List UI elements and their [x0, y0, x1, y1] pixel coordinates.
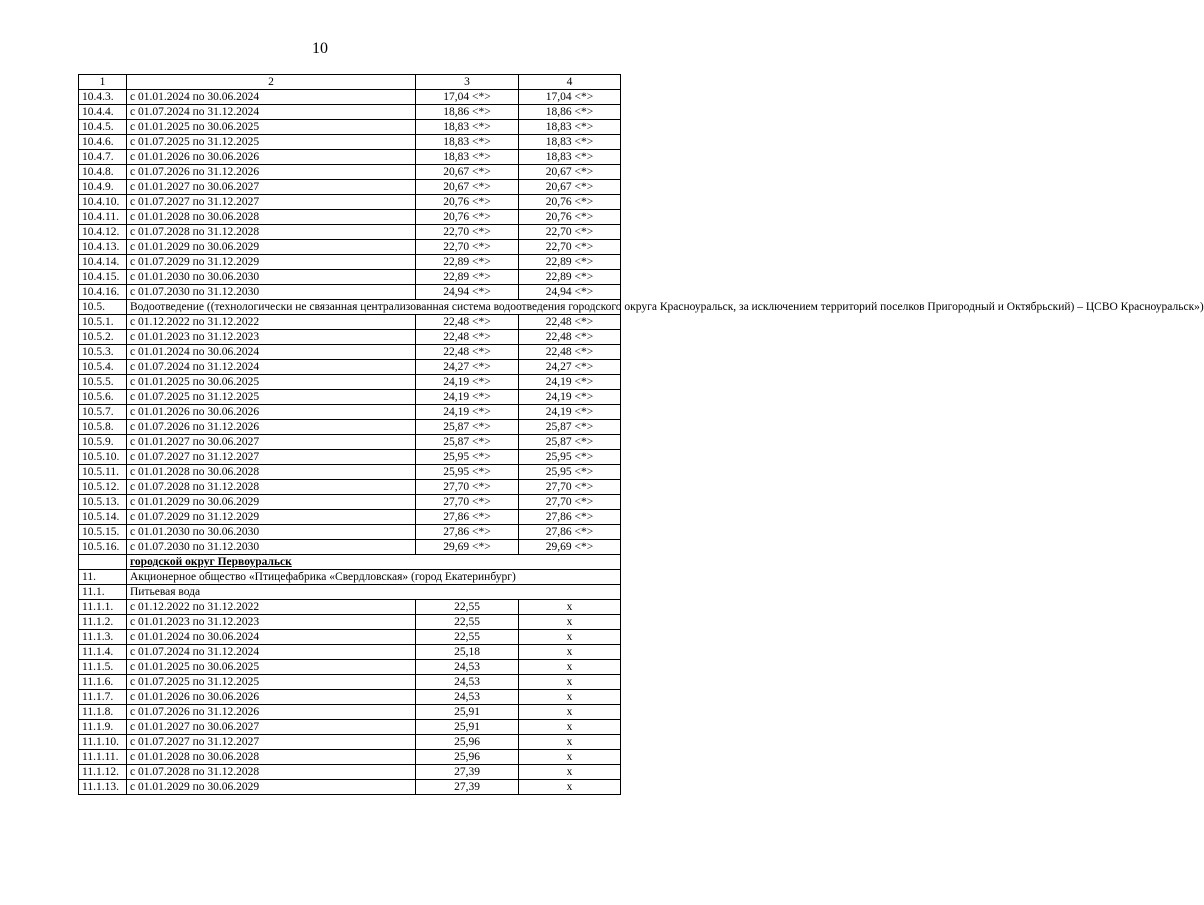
row-period: с 01.01.2029 по 30.06.2029 — [127, 495, 416, 510]
header-col-2: 2 — [127, 75, 416, 90]
row-period: с 01.07.2024 по 31.12.2024 — [127, 105, 416, 120]
row-number: 10.4.13. — [79, 240, 127, 255]
header-col-1: 1 — [79, 75, 127, 90]
row-tariff-col4: 20,76 <*> — [519, 210, 621, 225]
row-tariff-col3: 24,53 — [416, 675, 519, 690]
row-tariff-col3: 20,67 <*> — [416, 180, 519, 195]
row-tariff-col3: 25,96 — [416, 750, 519, 765]
row-number: 10.5.15. — [79, 525, 127, 540]
row-period: с 01.07.2027 по 31.12.2027 — [127, 195, 416, 210]
row-tariff-col3: 22,70 <*> — [416, 240, 519, 255]
row-number: 11.1.4. — [79, 645, 127, 660]
row-tariff-col4: 24,19 <*> — [519, 405, 621, 420]
row-number: 11.1.13. — [79, 780, 127, 795]
table-row — [79, 90, 621, 105]
table-row — [79, 405, 621, 420]
row-number: 10.5.1. — [79, 315, 127, 330]
table-row — [79, 315, 621, 330]
row-tariff-col3: 25,95 <*> — [416, 450, 519, 465]
row-tariff-col4: x — [519, 690, 621, 705]
row-period: с 01.01.2023 по 31.12.2023 — [127, 330, 416, 345]
row-number: 10.5.11. — [79, 465, 127, 480]
row-tariff-col3: 22,48 <*> — [416, 315, 519, 330]
row-period: с 01.01.2025 по 30.06.2025 — [127, 375, 416, 390]
table-row — [79, 345, 621, 360]
table-row — [79, 240, 621, 255]
row-number: 11.1.6. — [79, 675, 127, 690]
row-number: 10.4.3. — [79, 90, 127, 105]
row-number: 10.4.12. — [79, 225, 127, 240]
row-tariff-col3: 24,19 <*> — [416, 390, 519, 405]
header-col-3: 3 — [416, 75, 519, 90]
row-period: с 01.07.2025 по 31.12.2025 — [127, 390, 416, 405]
row-period: с 01.01.2028 по 30.06.2028 — [127, 210, 416, 225]
table-row — [79, 540, 621, 555]
table-row — [79, 690, 621, 705]
municipality-heading-row — [79, 555, 621, 570]
row-number: 10.5.7. — [79, 405, 127, 420]
row-tariff-col3: 24,53 — [416, 660, 519, 675]
row-number: 11.1.3. — [79, 630, 127, 645]
section-row — [79, 570, 621, 585]
table-row — [79, 780, 621, 795]
table-row — [79, 165, 621, 180]
row-tariff-col3: 25,87 <*> — [416, 420, 519, 435]
row-tariff-col3: 18,83 <*> — [416, 120, 519, 135]
row-tariff-col3: 22,55 — [416, 600, 519, 615]
row-tariff-col3: 22,89 <*> — [416, 255, 519, 270]
municipality-heading: городской округ Первоуральск — [127, 555, 621, 570]
table-row — [79, 600, 621, 615]
row-number: 10.5.3. — [79, 345, 127, 360]
row-period: с 01.07.2030 по 31.12.2030 — [127, 540, 416, 555]
row-tariff-col4: 27,86 <*> — [519, 510, 621, 525]
row-number: 11.1.9. — [79, 720, 127, 735]
row-number: 11.1.7. — [79, 690, 127, 705]
table-row — [79, 360, 621, 375]
row-tariff-col4: 22,89 <*> — [519, 270, 621, 285]
row-period: с 01.01.2026 по 30.06.2026 — [127, 690, 416, 705]
row-period: с 01.01.2028 по 30.06.2028 — [127, 465, 416, 480]
row-tariff-col3: 22,48 <*> — [416, 330, 519, 345]
row-tariff-col3: 27,70 <*> — [416, 480, 519, 495]
table-row — [79, 735, 621, 750]
row-number: 10.4.7. — [79, 150, 127, 165]
table-row — [79, 375, 621, 390]
row-tariff-col3: 25,95 <*> — [416, 465, 519, 480]
row-number: 10.5.5. — [79, 375, 127, 390]
row-period: с 01.12.2022 по 31.12.2022 — [127, 315, 416, 330]
row-period: с 01.07.2030 по 31.12.2030 — [127, 285, 416, 300]
row-tariff-col3: 27,86 <*> — [416, 510, 519, 525]
row-period: с 01.07.2024 по 31.12.2024 — [127, 645, 416, 660]
row-tariff-col4: 22,48 <*> — [519, 345, 621, 360]
row-tariff-col4: x — [519, 765, 621, 780]
row-period: с 01.01.2030 по 30.06.2030 — [127, 270, 416, 285]
row-tariff-col4: 18,83 <*> — [519, 135, 621, 150]
page-number: 10 — [312, 40, 328, 57]
row-tariff-col3: 20,76 <*> — [416, 195, 519, 210]
row-period: с 01.01.2029 по 30.06.2029 — [127, 780, 416, 795]
row-number: 10.5.16. — [79, 540, 127, 555]
row-number: 10.4.9. — [79, 180, 127, 195]
section-number: 10.5. — [79, 300, 127, 315]
table-row — [79, 495, 621, 510]
row-number: 10.5.14. — [79, 510, 127, 525]
row-period: с 01.01.2023 по 31.12.2023 — [127, 615, 416, 630]
row-tariff-col3: 27,39 — [416, 765, 519, 780]
row-tariff-col3: 22,48 <*> — [416, 345, 519, 360]
row-tariff-col3: 18,86 <*> — [416, 105, 519, 120]
row-period: с 01.01.2027 по 30.06.2027 — [127, 720, 416, 735]
row-tariff-col3: 24,19 <*> — [416, 375, 519, 390]
row-tariff-col4: x — [519, 780, 621, 795]
row-tariff-col4: 22,89 <*> — [519, 255, 621, 270]
row-number: 11.1.5. — [79, 660, 127, 675]
row-number: 11.1.10. — [79, 735, 127, 750]
row-tariff-col4: 25,87 <*> — [519, 420, 621, 435]
header-col-4: 4 — [519, 75, 621, 90]
row-number: 11.1.1. — [79, 600, 127, 615]
row-period: с 01.07.2028 по 31.12.2028 — [127, 765, 416, 780]
row-tariff-col3: 22,70 <*> — [416, 225, 519, 240]
row-tariff-col3: 25,96 — [416, 735, 519, 750]
row-tariff-col4: 24,94 <*> — [519, 285, 621, 300]
table-row — [79, 465, 621, 480]
row-tariff-col3: 25,91 — [416, 705, 519, 720]
row-tariff-col4: 20,67 <*> — [519, 165, 621, 180]
table-header-row — [79, 75, 621, 90]
table-row — [79, 210, 621, 225]
row-tariff-col4: x — [519, 735, 621, 750]
section-number: 11. — [79, 570, 127, 585]
row-tariff-col3: 24,94 <*> — [416, 285, 519, 300]
row-tariff-col3: 24,27 <*> — [416, 360, 519, 375]
row-tariff-col3: 27,70 <*> — [416, 495, 519, 510]
table-row — [79, 450, 621, 465]
section-title: Акционерное общество «Птицефабрика «Свердловская» (город Екатеринбург) — [127, 570, 621, 585]
table-row — [79, 225, 621, 240]
row-period: с 01.01.2024 по 30.06.2024 — [127, 345, 416, 360]
row-number: 10.4.16. — [79, 285, 127, 300]
row-tariff-col4: 17,04 <*> — [519, 90, 621, 105]
table-row — [79, 180, 621, 195]
table-row — [79, 120, 621, 135]
row-tariff-col4: 20,76 <*> — [519, 195, 621, 210]
row-tariff-col4: x — [519, 630, 621, 645]
row-tariff-col3: 20,67 <*> — [416, 165, 519, 180]
table-row — [79, 150, 621, 165]
table-row — [79, 270, 621, 285]
row-tariff-col4: x — [519, 705, 621, 720]
row-number: 10.5.8. — [79, 420, 127, 435]
row-tariff-col4: 24,19 <*> — [519, 390, 621, 405]
row-tariff-col4: 25,87 <*> — [519, 435, 621, 450]
row-tariff-col4: 27,86 <*> — [519, 525, 621, 540]
row-tariff-col4: 29,69 <*> — [519, 540, 621, 555]
row-number: 10.5.12. — [79, 480, 127, 495]
table-row — [79, 765, 621, 780]
row-number: 10.5.4. — [79, 360, 127, 375]
table-row — [79, 435, 621, 450]
row-number: 10.4.8. — [79, 165, 127, 180]
row-period: с 01.01.2029 по 30.06.2029 — [127, 240, 416, 255]
row-tariff-col4: x — [519, 750, 621, 765]
row-number: 10.4.6. — [79, 135, 127, 150]
row-number: 11.1.12. — [79, 765, 127, 780]
table-row — [79, 720, 621, 735]
table-row — [79, 615, 621, 630]
row-tariff-col3: 18,83 <*> — [416, 150, 519, 165]
row-period: с 01.07.2028 по 31.12.2028 — [127, 225, 416, 240]
row-period: с 01.07.2026 по 31.12.2026 — [127, 165, 416, 180]
row-tariff-col3: 29,69 <*> — [416, 540, 519, 555]
row-number: 10.4.5. — [79, 120, 127, 135]
row-tariff-col4: 27,70 <*> — [519, 480, 621, 495]
row-tariff-col3: 27,86 <*> — [416, 525, 519, 540]
row-period: с 01.01.2026 по 30.06.2026 — [127, 150, 416, 165]
row-tariff-col4: 18,83 <*> — [519, 150, 621, 165]
row-tariff-col4: 22,48 <*> — [519, 315, 621, 330]
row-number: 10.4.10. — [79, 195, 127, 210]
row-number: 10.5.10. — [79, 450, 127, 465]
row-period: с 01.07.2027 по 31.12.2027 — [127, 735, 416, 750]
row-period: с 01.01.2024 по 30.06.2024 — [127, 630, 416, 645]
row-tariff-col4: 22,70 <*> — [519, 240, 621, 255]
row-tariff-col3: 20,76 <*> — [416, 210, 519, 225]
row-period: с 01.01.2028 по 30.06.2028 — [127, 750, 416, 765]
row-tariff-col4: 22,70 <*> — [519, 225, 621, 240]
row-tariff-col3: 24,53 — [416, 690, 519, 705]
table-row — [79, 285, 621, 300]
row-tariff-col4: 18,86 <*> — [519, 105, 621, 120]
table-row — [79, 480, 621, 495]
row-tariff-col4: 24,19 <*> — [519, 375, 621, 390]
row-tariff-col3: 25,18 — [416, 645, 519, 660]
row-tariff-col4: 25,95 <*> — [519, 465, 621, 480]
table-row — [79, 705, 621, 720]
row-number: 10.5.13. — [79, 495, 127, 510]
row-number: 10.4.11. — [79, 210, 127, 225]
row-number: 10.4.4. — [79, 105, 127, 120]
row-period: с 01.07.2029 по 31.12.2029 — [127, 255, 416, 270]
row-period: с 01.12.2022 по 31.12.2022 — [127, 600, 416, 615]
table-row — [79, 750, 621, 765]
table-row — [79, 255, 621, 270]
table-row — [79, 195, 621, 210]
row-tariff-col4: 27,70 <*> — [519, 495, 621, 510]
row-tariff-col3: 27,39 — [416, 780, 519, 795]
table-row — [79, 645, 621, 660]
table-row — [79, 390, 621, 405]
row-period: с 01.07.2026 по 31.12.2026 — [127, 420, 416, 435]
row-period: с 01.07.2028 по 31.12.2028 — [127, 480, 416, 495]
table-row — [79, 660, 621, 675]
row-tariff-col4: 22,48 <*> — [519, 330, 621, 345]
row-number: 10.5.9. — [79, 435, 127, 450]
row-tariff-col4: x — [519, 600, 621, 615]
row-tariff-col4: 20,67 <*> — [519, 180, 621, 195]
section-title: Питьевая вода — [127, 585, 621, 600]
row-tariff-col3: 22,89 <*> — [416, 270, 519, 285]
row-number: 11.1.8. — [79, 705, 127, 720]
row-number: 10.5.2. — [79, 330, 127, 345]
heading-number — [79, 555, 127, 570]
row-number: 10.5.6. — [79, 390, 127, 405]
section-row — [79, 300, 621, 315]
row-tariff-col3: 24,19 <*> — [416, 405, 519, 420]
row-period: с 01.07.2029 по 31.12.2029 — [127, 510, 416, 525]
row-number: 10.4.15. — [79, 270, 127, 285]
section-row — [79, 585, 621, 600]
tariff-table — [78, 74, 1204, 795]
row-period: с 01.07.2027 по 31.12.2027 — [127, 450, 416, 465]
row-tariff-col4: x — [519, 720, 621, 735]
section-title: Водоотведение ((технологически не связанная централизованная система водоотведения городского округа Красноуральск, за исключением территорий поселков Пригородный и Октябрьский) – ЦСВО Красноуральск») — [127, 300, 621, 315]
row-tariff-col4: x — [519, 645, 621, 660]
row-tariff-col3: 25,87 <*> — [416, 435, 519, 450]
table-row — [79, 105, 621, 120]
row-period: с 01.07.2026 по 31.12.2026 — [127, 705, 416, 720]
row-period: с 01.07.2025 по 31.12.2025 — [127, 675, 416, 690]
row-period: с 01.01.2025 по 30.06.2025 — [127, 660, 416, 675]
row-tariff-col3: 17,04 <*> — [416, 90, 519, 105]
row-tariff-col3: 25,91 — [416, 720, 519, 735]
row-tariff-col4: 18,83 <*> — [519, 120, 621, 135]
section-number: 11.1. — [79, 585, 127, 600]
row-number: 11.1.11. — [79, 750, 127, 765]
table-row — [79, 135, 621, 150]
row-tariff-col4: x — [519, 615, 621, 630]
row-period: с 01.01.2027 по 30.06.2027 — [127, 180, 416, 195]
table-row — [79, 525, 621, 540]
table-row — [79, 510, 621, 525]
row-period: с 01.01.2026 по 30.06.2026 — [127, 405, 416, 420]
table-row — [79, 675, 621, 690]
table-row — [79, 330, 621, 345]
row-period: с 01.01.2027 по 30.06.2027 — [127, 435, 416, 450]
row-tariff-col3: 22,55 — [416, 630, 519, 645]
table-row — [79, 630, 621, 645]
row-period: с 01.07.2024 по 31.12.2024 — [127, 360, 416, 375]
row-tariff-col3: 18,83 <*> — [416, 135, 519, 150]
row-tariff-col4: 25,95 <*> — [519, 450, 621, 465]
row-period: с 01.01.2030 по 30.06.2030 — [127, 525, 416, 540]
row-tariff-col4: 24,27 <*> — [519, 360, 621, 375]
row-period: с 01.01.2024 по 30.06.2024 — [127, 90, 416, 105]
table-row — [79, 420, 621, 435]
row-period: с 01.01.2025 по 30.06.2025 — [127, 120, 416, 135]
row-number: 11.1.2. — [79, 615, 127, 630]
row-tariff-col3: 22,55 — [416, 615, 519, 630]
row-tariff-col4: x — [519, 660, 621, 675]
row-tariff-col4: x — [519, 675, 621, 690]
row-period: с 01.07.2025 по 31.12.2025 — [127, 135, 416, 150]
row-number: 10.4.14. — [79, 255, 127, 270]
